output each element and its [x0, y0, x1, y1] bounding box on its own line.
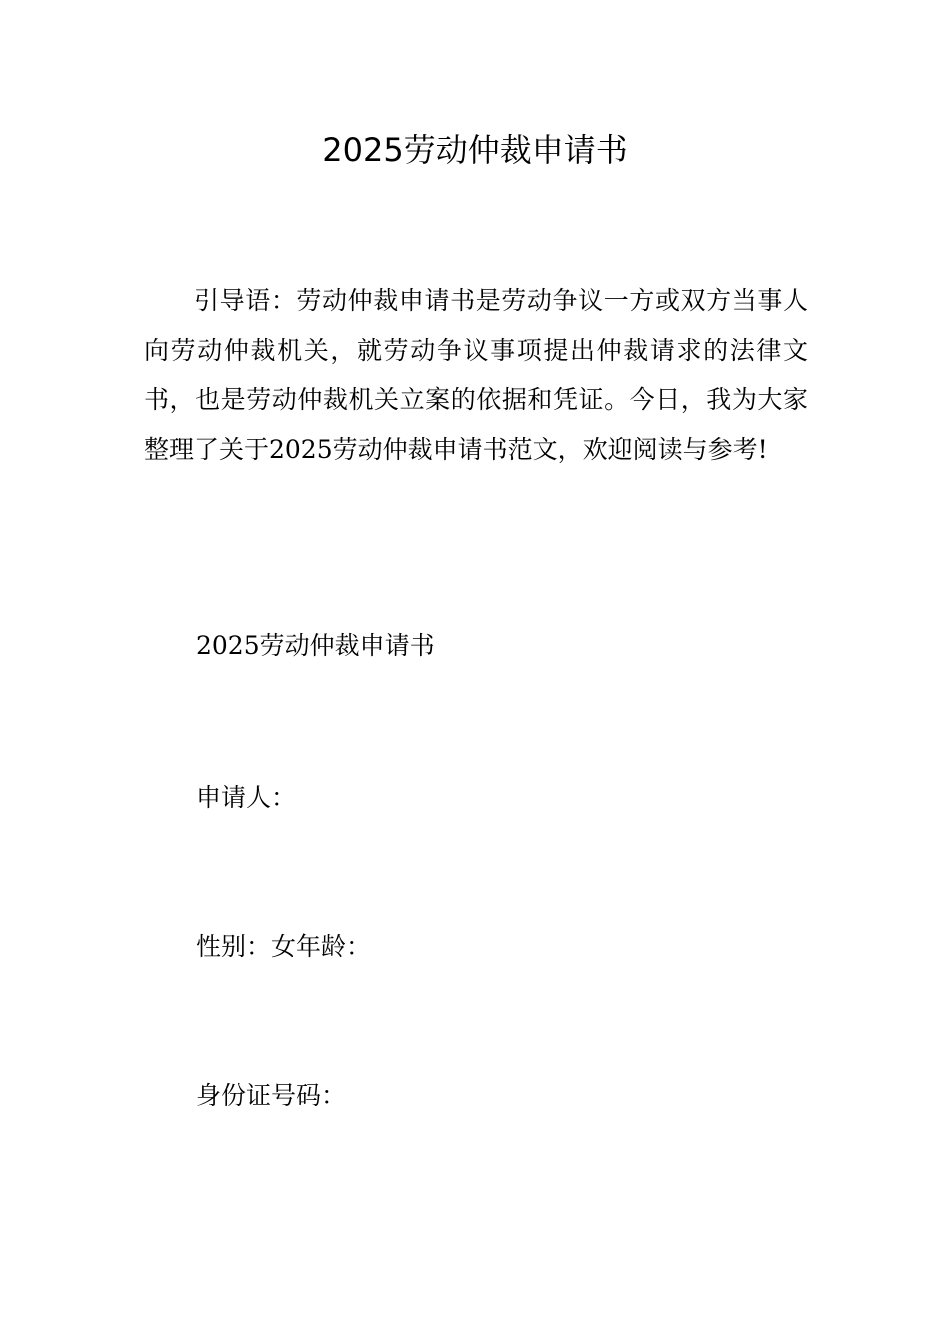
document-title: 2025劳动仲裁申请书: [322, 131, 628, 169]
applicant-field-label: 申请人：: [196, 783, 297, 812]
intro-paragraph: 引导语：劳动仲裁申请书是劳动争议一方或双方当事人向劳动仲裁机关，就劳动争议事项提出仲裁请求的法律文书，也是劳动仲裁机关立案的依据和凭证。今日，我为大家整理了关于2025劳动仲裁申请书范文，欢迎阅读与参考!: [144, 286, 808, 464]
gender-age-field-label: 性别：女年龄：: [196, 932, 372, 961]
section-title: 2025劳动仲裁申请书: [196, 631, 435, 660]
id-number-field-label: 身份证号码：: [196, 1081, 347, 1110]
